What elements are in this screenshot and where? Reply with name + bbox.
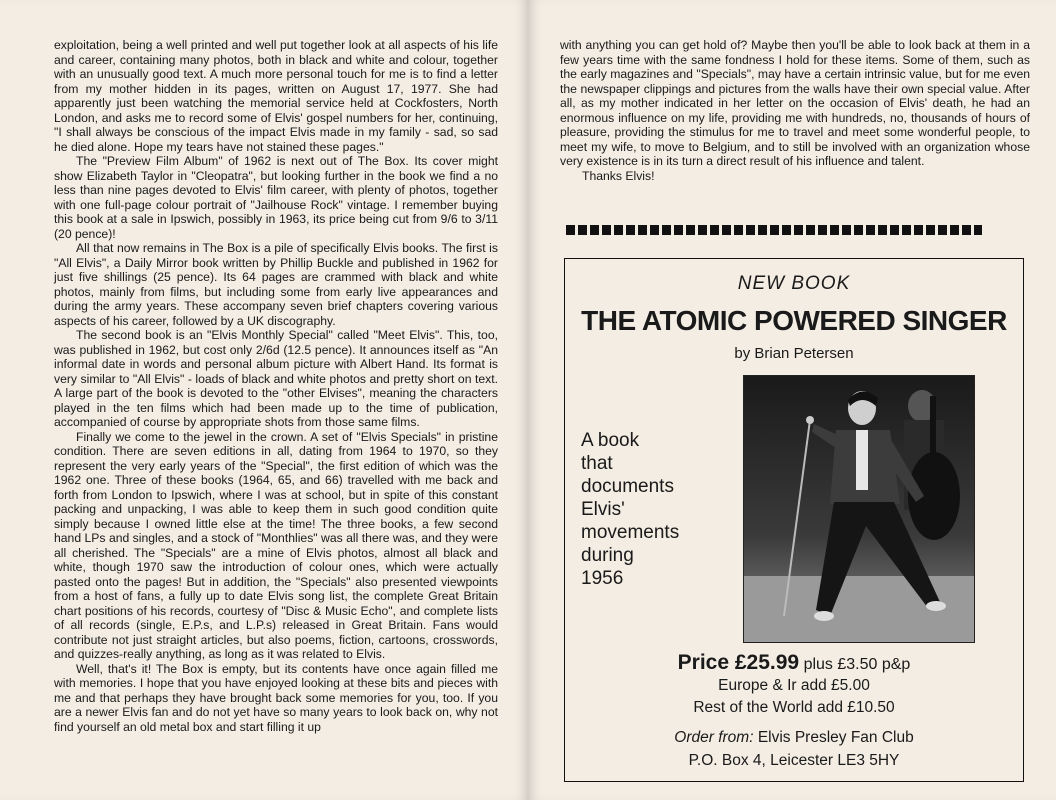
article-paragraph: All that now remains in The Box is a pile of specifically Elvis books. The first is "All Elvis", a Daily Mirror book written by Phillip Buckle and published in 1962 for just five shillings (25 pence). Its 64 pages are crammed with black and white photos, mainly from films, but including some from early live appearances and during the army years. These accompany seven brief chapters covering various aspects of his career, followed by a UK discography. — [54, 241, 498, 328]
article-paragraph: The "Preview Film Album" of 1962 is next out of The Box. Its cover might show Elizabeth Taylor in "Cleopatra", but looking further in the book we find a no less than nine pages devoted to Elvis' film career, with plenty of photos, together with one full-page colour portrait of "Jailhouse Rock" vintage. I remember buying this book at a sale in Ipswich, possibly in 1963, its price being cut from 9/6 to 3/11 (20 pence)! — [54, 154, 498, 241]
article-paragraph: with anything you can get hold of? Maybe then you'll be able to look back at them in a few years time with the same fondness I hold for these items. Some of them, such as the early magazines and "Specials", may have a certain intrinsic value, but for me even the newspaper clippings and pictures from the walls have their own special value. After all, as my mother indicated in her letter on the occasion of Elvis' death, he had an enormous influence on my life, providing me with hundreds, no, thousands of hours of pleasure, providing the stimulus for me to travel and meet some wonderful people, to meet my wife, to move to Belgium, and to still be involved with an organization whose very existence is in its turn a direct result of his influence and talent. — [560, 38, 1030, 168]
ad-tagline — [581, 429, 741, 590]
right-article-column — [560, 38, 1030, 183]
ad-price-line — [565, 651, 1023, 675]
ad-world-surcharge: Rest of the World add £10.50 — [693, 699, 895, 716]
ad-order-line — [565, 729, 1023, 747]
right-page — [528, 0, 1056, 800]
book-advertisement — [564, 258, 1024, 782]
article-paragraph: Finally we come to the jewel in the crown. A set of "Elvis Specials" in pristine condition. There are seven editions in all, dating from 1964 to 1970, so they represent the very early years of the "Special", the first edition of which was the 1962 one. Three of these books (1964, 65, and 66) travelled with me back and forth from London to Ipswich, where I was at school, but in spite of this constant packing and unpacking, I was able to keep them in such good condition quite simply because I owned little else at the time! The three books, a few second hand LPs and singles, and a stock of "Monthlies" was all there was, and they were all cherished. The "Specials" are a mine of Elvis photos, almost all black and white, though 1970 saw the introduction of colour ones, which were actually pasted onto the pages! But in addition, the "Specials" also presented viewpoints from a host of fans, a fully up to date Elvis song list, the complete Great Britain chart positions of his records, courtesy of "Disc & Music Echo", and complete lists of all records (single, E.P.s, and L.P.s) released in Great Britain. Fans would contribute not just straight articles, but also poems, fiction, cartoons, crosswords, and quizzes-really anything, as long as it was related to Elvis. — [54, 429, 498, 661]
left-article-column — [54, 38, 498, 734]
ad-author: by Brian Petersen — [734, 345, 854, 362]
tagline-line: documents — [581, 476, 674, 497]
elvis-performing-photo — [743, 375, 975, 643]
tagline-line: during — [581, 545, 634, 566]
article-paragraph: The second book is an "Elvis Monthly Special" called "Meet Elvis". This, too, was published in 1962, but cost only 2/6d (12.5 pence). It announces itself as "An informal date in words and personal album picture with Albert Hand. Its format is very similar to "All Elvis" - loads of black and white photos and pretty short on text. A large part of the book is devoted to the "other Elvises", meaning the characters played in the ten films which had been made up to the time of publication, accompanied of course by appropriate shots from those same films. — [54, 328, 498, 429]
article-paragraph: exploitation, being a well printed and well put together look at all aspects of his life and career, containing many photos, both in black and white and colour, together with an unusually good text. A much more personal touch for me is to find a letter from my mother hidden in its pages, written on August 17, 1977. She had apparently just been watching the memorial service held at Cockfosters, North London, and asks me to record some of Elvis' gospel numbers for her, continuing, "I shall always be conscious of the impact Elvis made in my family - sad, so sad he died alone. Hope my tears have not stained these pages." — [54, 38, 498, 154]
ad-order-label: Order from: — [674, 729, 754, 746]
tagline-line: movements — [581, 522, 680, 543]
ad-europe-surcharge: Europe & Ir add £5.00 — [718, 677, 870, 694]
ad-address: P.O. Box 4, Leicester LE3 5HY — [688, 752, 900, 769]
article-signoff: Thanks Elvis! — [582, 168, 655, 183]
ad-order-name: Elvis Presley Fan Club — [757, 729, 914, 746]
tagline-line: Elvis' — [581, 499, 625, 520]
ad-postage: plus £3.50 p&p — [803, 656, 911, 673]
article-paragraph: Well, that's it! The Box is empty, but its contents have once again filled me with memories. I hope that you have enjoyed looking at these bits and pieces with me and that perhaps they have brought back some memories for you, too. If you are a newer Elvis fan and do not yet have so many years to look back on, why not find yourself an old metal box and start filling it up — [54, 661, 498, 734]
ad-book-title: THE ATOMIC POWERED SINGER — [581, 305, 1007, 336]
ad-kicker: NEW BOOK — [737, 273, 851, 294]
tagline-line: 1956 — [581, 568, 624, 589]
tagline-line: that — [581, 453, 613, 474]
dashed-divider — [566, 225, 982, 235]
tagline-line: A book — [581, 430, 640, 451]
ad-price: Price £25.99 — [677, 651, 800, 674]
